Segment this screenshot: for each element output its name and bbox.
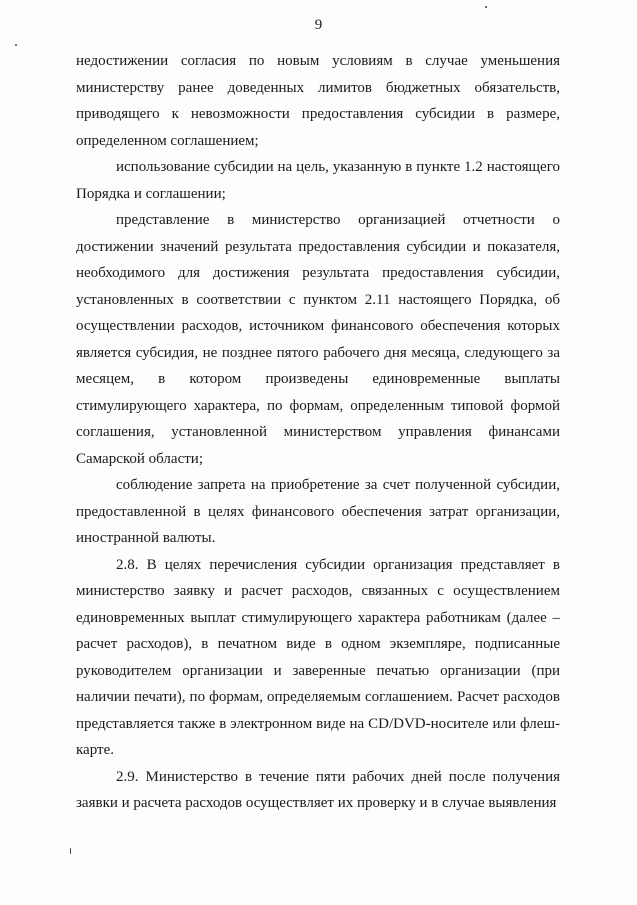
scan-speck bbox=[70, 848, 71, 854]
scan-speck bbox=[485, 6, 487, 8]
paragraph: недостижении согласия по новым условиям в случае уменьшения министерству ранее доведенных лимитов бюджетных обязательств, приводящего к невозможности предоставления субсидии в размере, определенном соглашением; bbox=[76, 53, 560, 149]
paragraph: 2.8. В целях перечисления субсидии организация представляет в министерство заявку и расчет расходов, связанных с осуществлением единовременных выплат стимулирующего характера работникам (далее – расчет расходов), в печатном виде в одном экземпляре, подписанные руководителем организации и заверенные печатью организации (при наличии печати), по формам, определяемым соглашением. Расчет расходов представляется также в электронном виде на CD/DVD-носителе или флеш-карте. bbox=[76, 556, 560, 758]
paragraph: представление в министерство организацией отчетности о достижении значений результата предоставления субсидии и показателя, необходимого для достижения результата предоставления субсидии, установленных в соответствии с пунктом 2.11 настоящего Порядка, об осуществлении расходов, источником финансового обеспечения которых является субсидия, не позднее пятого рабочего дня месяца, следующего за месяцем, в котором произведены единовременные выплаты стимулирующего характера, по формам, определенным типовой формой соглашения, установленной министерством управления финансами Самарской области; bbox=[76, 212, 560, 467]
scan-speck bbox=[15, 44, 17, 46]
paragraph: 2.9. Министерство в течение пяти рабочих дней после получения заявки и расчета расходов осуществляет их проверку и в случае выявления bbox=[76, 768, 560, 811]
paragraph: соблюдение запрета на приобретение за счет полученной субсидии, предоставленной в целях финансового обеспечения затрат организации, иностранной валюты. bbox=[76, 477, 560, 546]
paragraph: использование субсидии на цель, указанную в пункте 1.2 настоящего Порядка и соглашении; bbox=[76, 159, 560, 202]
page-body bbox=[76, 48, 560, 817]
page-number: 9 bbox=[314, 17, 323, 33]
